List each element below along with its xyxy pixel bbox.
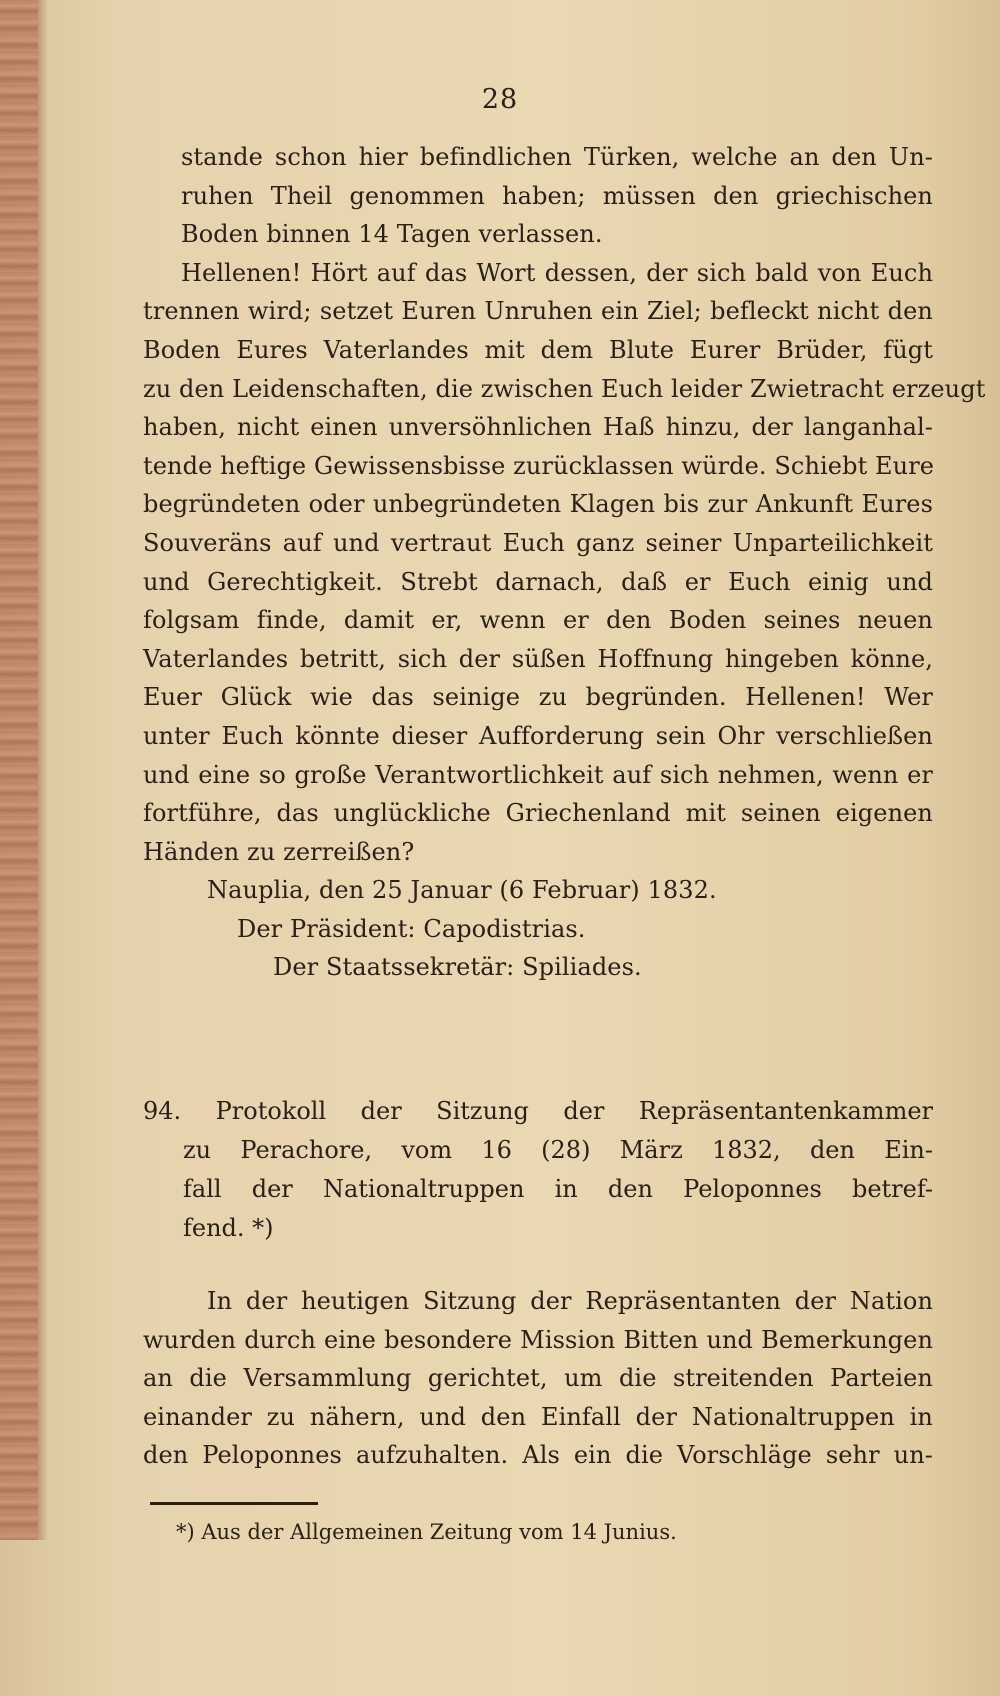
text-line: einander zu nähern, und den Einfall der Nationaltruppen in	[143, 1402, 933, 1431]
heading-line: 94. Protokoll der Sitzung der Repräsentantenkammer	[143, 1097, 933, 1125]
text-line: Hellenen! Hört auf das Wort dessen, der sich bald von Euch	[181, 258, 933, 287]
text-line: an die Versammlung gerichtet, um die streitenden Parteien	[143, 1364, 933, 1393]
text-line: trennen wird; setzet Euren Unruhen ein Ziel; befleckt nicht den	[143, 297, 933, 326]
text-line: Souveräns auf und vertraut Euch ganz seiner Unparteilichkeit	[143, 528, 933, 557]
text-line: Vaterlandes betritt, sich der süßen Hoffnung hingeben könne,	[143, 644, 933, 673]
protocol-text	[143, 1282, 933, 1475]
text-line: stande schon hier befindlichen Türken, welche an den Un-	[181, 143, 933, 171]
text-line: zu den Leidenschaften, die zwischen Euch leider Zwietracht erzeugt	[143, 374, 986, 403]
continuation-text	[143, 138, 986, 987]
footnote: *) Aus der Allgemeinen Zeitung vom 14 Junius.	[176, 1520, 677, 1544]
text-line: folgsam finde, damit er, wenn er den Boden seines neuen	[143, 606, 933, 635]
page-number: 28	[481, 84, 519, 115]
footnote-divider	[150, 1502, 318, 1505]
heading-line: zu Perachore, vom 16 (28) März 1832, den Ein-	[183, 1136, 933, 1164]
text-line: Händen zu zerreißen?	[143, 837, 415, 866]
text-line: Boden binnen 14 Tagen verlassen.	[181, 220, 603, 249]
text-line: In der heutigen Sitzung der Repräsentanten der Nation	[207, 1287, 933, 1315]
signature-secretary: Der Staatssekretär: Spiliades.	[273, 953, 642, 982]
binding-shadow	[38, 0, 48, 1540]
text-line: Boden Eures Vaterlandes mit dem Blute Eurer Brüder, fügt	[143, 335, 933, 364]
text-line: ruhen Theil genommen haben; müssen den griechischen	[181, 181, 933, 210]
binding-strip	[0, 0, 38, 1540]
text-line: unter Euch könnte dieser Aufforderung sein Ohr verschließen	[143, 721, 933, 750]
text-line: wurden durch eine besondere Mission Bitten und Bemerkungen	[143, 1325, 933, 1354]
text-line: und eine so große Verantwortlichkeit auf sich nehmen, wenn er	[143, 760, 933, 789]
heading-line: fend. *)	[183, 1214, 274, 1242]
text-line: und Gerechtigkeit. Strebt darnach, daß er Euch einig und	[143, 567, 933, 596]
text-line: haben, nicht einen unversöhnlichen Haß hinzu, der langanhal-	[143, 413, 933, 442]
text-line: begründeten oder unbegründeten Klagen bis zur Ankunft Eures	[143, 490, 933, 519]
heading-line: fall der Nationaltruppen in den Peloponnes betref-	[183, 1175, 933, 1203]
text-line: tende heftige Gewissensbisse zurücklassen würde. Schiebt Eure	[143, 451, 935, 480]
signature-president: Der Präsident: Capodistrias.	[237, 914, 586, 943]
text-line: fortführe, das unglückliche Griechenland mit seinen eigenen	[143, 799, 933, 828]
text-line: den Peloponnes aufzuhalten. Als ein die Vorschläge sehr un-	[143, 1441, 933, 1470]
text-line: Euer Glück wie das seinige zu begründen. Hellenen! Wer	[143, 683, 933, 712]
place-date: Nauplia, den 25 Januar (6 Februar) 1832.	[207, 876, 717, 905]
document-heading	[143, 1092, 933, 1248]
